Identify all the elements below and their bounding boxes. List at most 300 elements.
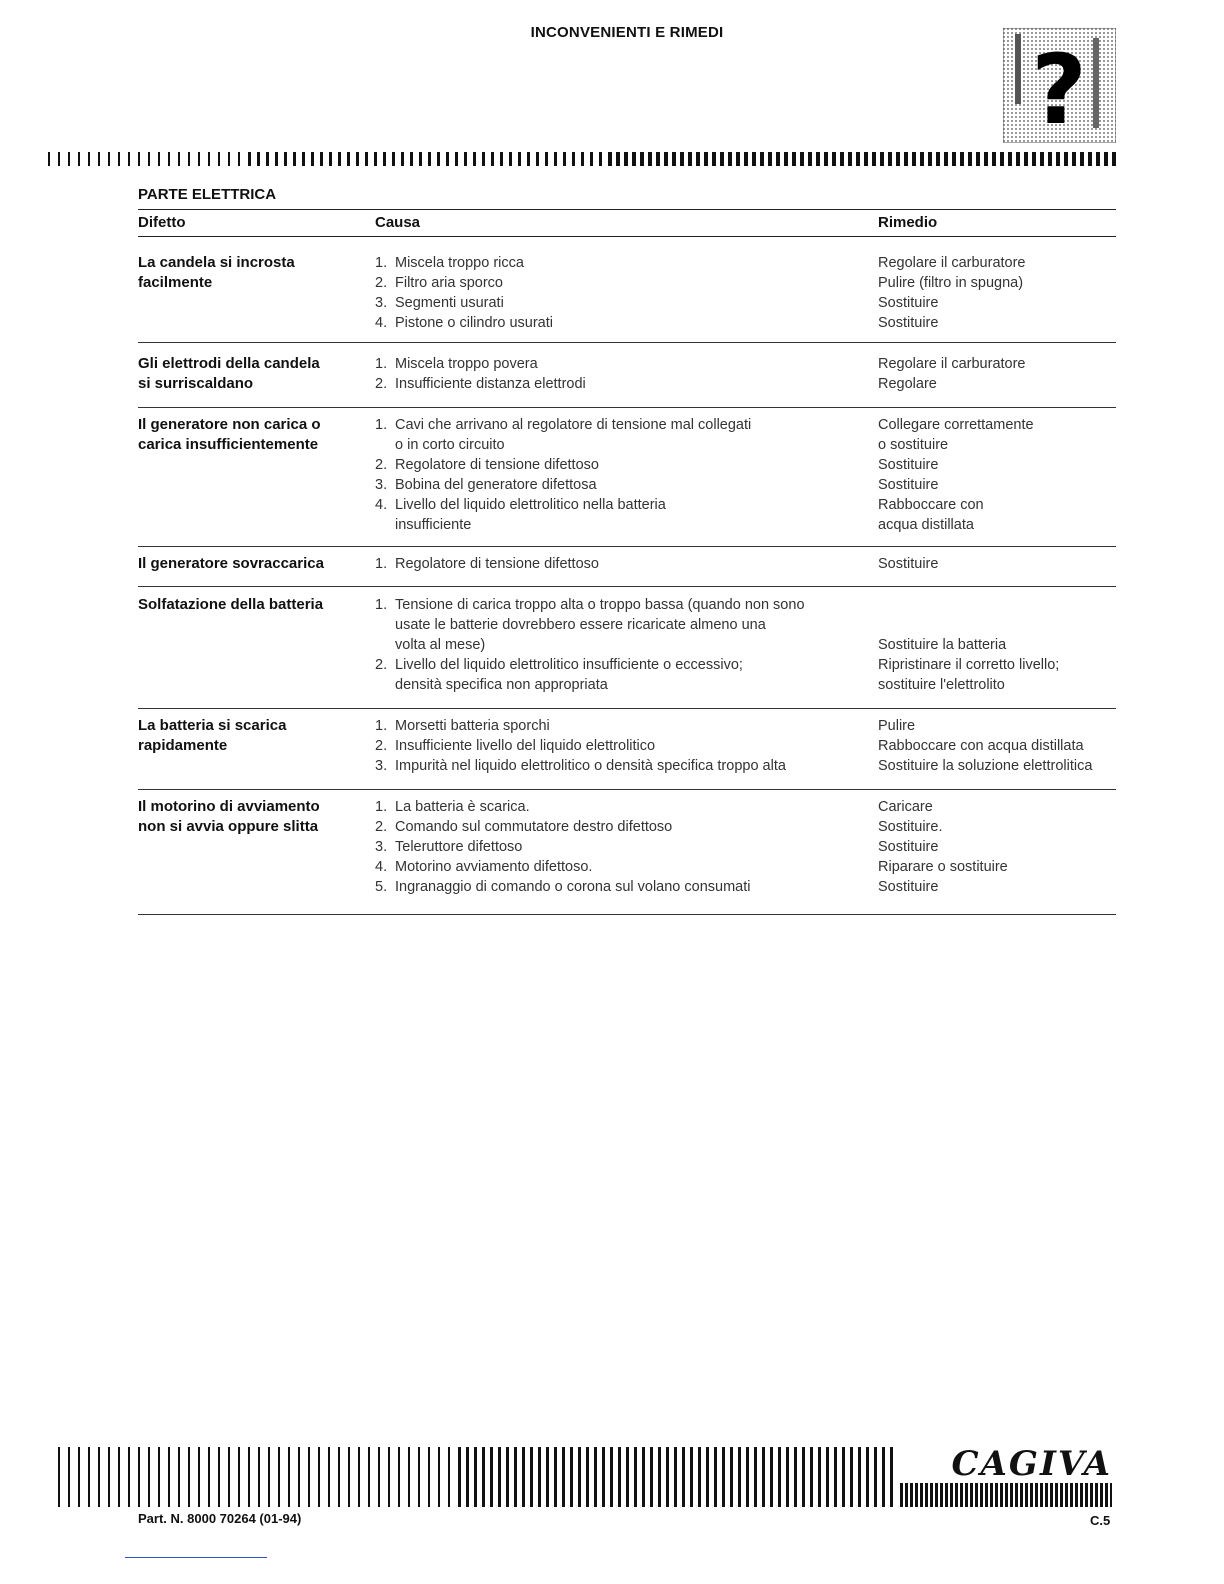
- difetto-cell: [138, 415, 358, 455]
- stripe-bar: [746, 1447, 749, 1507]
- row-divider: [138, 914, 1116, 915]
- rimedio-line: Sostituire la soluzione elettrolitica: [878, 758, 1093, 774]
- stripe-bar: [428, 152, 431, 166]
- rimedio-line: Regolare: [878, 376, 937, 392]
- stripe-bar: [1035, 1483, 1038, 1507]
- causa-item: [375, 475, 865, 495]
- stripe-bar: [1060, 1483, 1063, 1507]
- causa-text: Comando sul commutatore destro difettoso: [395, 819, 673, 835]
- causa-item: [375, 877, 865, 897]
- causa-number: 3.: [375, 295, 388, 311]
- causa-cell: [375, 716, 865, 776]
- stripe-bar: [736, 152, 740, 166]
- rimedio-line: Regolare il carburatore: [878, 255, 1026, 271]
- stripe-bar: [648, 152, 652, 166]
- stripe-bar: [563, 152, 566, 166]
- stripe-bar: [975, 1483, 978, 1507]
- causa-text: Livello del liquido elettrolitico insufficiente o eccessivo;: [395, 657, 743, 673]
- stripe-bar: [808, 152, 812, 166]
- stripe-bar: [356, 152, 359, 166]
- stripe-bar: [850, 1447, 853, 1507]
- stripe-bar: [985, 1483, 988, 1507]
- page-number: C.5: [1090, 1513, 1111, 1528]
- row-divider: [138, 342, 1116, 343]
- stripe-bar: [1100, 1483, 1103, 1507]
- stripe-bar: [1016, 152, 1020, 166]
- rimedio-line: Ripristinare il corretto livello;: [878, 657, 1060, 673]
- stripe-bar: [68, 152, 70, 166]
- stripe-bar: [1045, 1483, 1048, 1507]
- stripe-bar: [1040, 152, 1044, 166]
- rimedio-line: Sostituire: [878, 556, 939, 572]
- stripe-bar: [88, 152, 90, 166]
- stripe-bar: [1112, 152, 1116, 166]
- stripe-bar: [599, 152, 602, 166]
- stripe-bar: [437, 152, 440, 166]
- rimedio-cell: [878, 354, 1118, 394]
- stripe-bar: [268, 1447, 270, 1507]
- row-divider: [138, 546, 1116, 547]
- rimedio-line: Sostituire: [878, 839, 939, 855]
- stripe-bar: [348, 1447, 350, 1507]
- difetto-line: Il generatore non carica o: [138, 416, 321, 433]
- stripe-bar: [68, 1447, 70, 1507]
- stripe-bar: [1072, 152, 1076, 166]
- stripe-bar: [1070, 1483, 1073, 1507]
- rimedio-line: [878, 595, 1118, 615]
- stripe-bar: [554, 152, 557, 166]
- rimedio-line: Pulire (filtro in spugna): [878, 275, 1024, 291]
- stripe-bar: [1110, 1483, 1112, 1507]
- stripe-bar: [880, 152, 884, 166]
- stripe-bar: [768, 152, 772, 166]
- difetto-line: Il motorino di avviamento: [138, 798, 320, 815]
- stripe-bar: [706, 1447, 709, 1507]
- stripe-bar: [912, 152, 916, 166]
- causa-number: 1.: [375, 556, 388, 572]
- stripe-bar: [482, 152, 485, 166]
- stripe-bar: [800, 152, 804, 166]
- stripe-bar: [1095, 1483, 1098, 1507]
- stripe-bar: [834, 1447, 837, 1507]
- stripe-bar: [158, 152, 160, 166]
- causa-item: [375, 817, 865, 837]
- stripe-bar: [818, 1447, 821, 1507]
- stripe-bar: [968, 152, 972, 166]
- stripe-bar: [448, 1447, 450, 1507]
- stripe-bar: [408, 1447, 410, 1507]
- stripe-bar: [78, 152, 80, 166]
- stripe-bar: [536, 152, 539, 166]
- stripe-bar: [890, 1447, 893, 1507]
- stripe-bar: [298, 1447, 300, 1507]
- stripe-bar: [238, 152, 240, 166]
- column-header-difetto: Difetto: [138, 214, 186, 231]
- causa-text-continued: o in corto circuito: [395, 437, 505, 453]
- stripe-bar: [320, 152, 323, 166]
- stripe-bar: [48, 152, 50, 166]
- stripe-bar: [1075, 1483, 1078, 1507]
- stripe-bar: [650, 1447, 653, 1507]
- stripe-bar: [952, 152, 956, 166]
- causa-number: 1.: [375, 356, 388, 372]
- column-header-causa: Causa: [375, 214, 421, 231]
- stripe-bar: [138, 1447, 140, 1507]
- stripe-bar: [562, 1447, 565, 1507]
- stripe-bar: [672, 152, 676, 166]
- causa-number: 4.: [375, 497, 388, 513]
- rimedio-line: Sostituire la batteria: [878, 637, 1007, 653]
- stripe-bar: [784, 152, 788, 166]
- stripe-bar: [1080, 152, 1084, 166]
- stripe-bar: [1056, 152, 1060, 166]
- stripe-bar: [108, 152, 110, 166]
- stripe-bar: [698, 1447, 701, 1507]
- stripe-bar: [358, 1447, 360, 1507]
- causa-item: [375, 554, 865, 574]
- stripe-bar: [374, 152, 377, 166]
- causa-text-continued: volta al mese): [395, 637, 486, 653]
- stripe-bar: [872, 152, 876, 166]
- stripe-bar: [1096, 152, 1100, 166]
- rimedio-cell: [878, 716, 1118, 776]
- stripe-bar: [438, 1447, 440, 1507]
- stripe-bar: [1065, 1483, 1068, 1507]
- stripe-bar: [1030, 1483, 1033, 1507]
- stripe-bar: [410, 152, 413, 166]
- stripe-bar: [618, 1447, 621, 1507]
- stripe-bar: [158, 1447, 160, 1507]
- row-divider: [138, 586, 1116, 587]
- stripe-bar: [168, 152, 170, 166]
- stripe-bar: [594, 1447, 597, 1507]
- stripe-bar: [208, 152, 210, 166]
- causa-cell: [375, 797, 865, 897]
- stripe-bar: [728, 152, 732, 166]
- stripe-bar: [258, 1447, 260, 1507]
- stripe-bar: [882, 1447, 885, 1507]
- difetto-line: La candela si incrosta: [138, 254, 295, 271]
- stripe-bar: [418, 1447, 420, 1507]
- section-title: PARTE ELETTRICA: [138, 186, 277, 203]
- stripe-bar: [1088, 152, 1092, 166]
- stripe-bar: [1005, 1483, 1008, 1507]
- causa-text: Bobina del generatore difettosa: [395, 477, 597, 493]
- stripe-bar: [1064, 152, 1068, 166]
- stripe-bar: [466, 1447, 469, 1507]
- stripe-bar: [1024, 152, 1028, 166]
- stripe-bar: [696, 152, 700, 166]
- stripe-bar: [458, 1447, 461, 1507]
- stripe-bar: [148, 1447, 150, 1507]
- causa-text: Ingranaggio di comando o corona sul volano consumati: [395, 879, 751, 895]
- stripe-bar: [640, 152, 644, 166]
- stripe-bar: [338, 152, 341, 166]
- causa-number: 4.: [375, 859, 388, 875]
- rimedio-line: Sostituire: [878, 477, 939, 493]
- difetto-line: facilmente: [138, 274, 213, 291]
- stripe-bar: [581, 152, 584, 166]
- causa-text: Impurità nel liquido elettrolitico o densità specifica troppo alta: [395, 758, 786, 774]
- stripe-bar: [238, 1447, 240, 1507]
- difetto-cell: [138, 716, 358, 756]
- stripe-bar: [464, 152, 467, 166]
- stripe-bar: [950, 1483, 953, 1507]
- rimedio-line: Pulire: [878, 718, 916, 734]
- causa-text-continued: densità specifica non appropriata: [395, 677, 608, 693]
- stripe-bar: [928, 152, 932, 166]
- rimedio-line: sostituire l'elettrolito: [878, 677, 1005, 693]
- stripe-bar: [754, 1447, 757, 1507]
- causa-item: [375, 595, 865, 615]
- stripe-bar: [990, 1483, 993, 1507]
- stripe-bar: [840, 152, 844, 166]
- stripe-bar: [58, 1447, 60, 1507]
- stripe-bar: [108, 1447, 110, 1507]
- stripe-bar: [704, 152, 708, 166]
- stripe-bar: [602, 1447, 605, 1507]
- stripe-bar: [228, 1447, 230, 1507]
- rimedio-cell: [878, 554, 1118, 574]
- stripe-bar: [482, 1447, 485, 1507]
- stripe-bar: [826, 1447, 829, 1507]
- stripe-bar: [522, 1447, 525, 1507]
- stripe-bar: [570, 1447, 573, 1507]
- stripe-bar: [572, 152, 575, 166]
- stripe-bar: [208, 1447, 210, 1507]
- stripe-bar: [786, 1447, 789, 1507]
- stripe-bar: [944, 152, 948, 166]
- stripe-bar: [401, 152, 404, 166]
- difetto-line: non si avvia oppure slitta: [138, 818, 319, 835]
- stripe-bar: [514, 1447, 517, 1507]
- rimedio-cell: [878, 415, 1118, 535]
- rimedio-line: Sostituire.: [878, 819, 943, 835]
- causa-number: 2.: [375, 275, 388, 291]
- rimedio-line: Sostituire: [878, 457, 939, 473]
- causa-text: La batteria è scarica.: [395, 799, 530, 815]
- stripe-bar: [347, 152, 350, 166]
- stripe-bar: [624, 152, 628, 166]
- causa-text: Regolatore di tensione difettoso: [395, 556, 599, 572]
- causa-number: 1.: [375, 718, 388, 734]
- stripe-bar: [318, 1447, 320, 1507]
- stripe-bar: [365, 152, 368, 166]
- stripe-bar: [810, 1447, 813, 1507]
- question-mark-icon: [1003, 28, 1116, 143]
- stripe-bar: [1015, 1483, 1018, 1507]
- footer-rule: [125, 1557, 267, 1558]
- causa-item: [375, 415, 865, 435]
- causa-item: [375, 293, 865, 313]
- stripe-bar: [802, 1447, 805, 1507]
- stripe-bar: [976, 152, 980, 166]
- stripe-bar: [78, 1447, 80, 1507]
- causa-cell: [375, 554, 865, 574]
- stripe-bar: [500, 152, 503, 166]
- stripe-bar: [656, 152, 660, 166]
- stripe-bar: [896, 152, 900, 166]
- stripe-bar: [188, 152, 190, 166]
- stripe-bar: [776, 152, 780, 166]
- stripe-bar: [498, 1447, 501, 1507]
- rimedio-line: o sostituire: [878, 437, 949, 453]
- stripe-bar: [848, 152, 852, 166]
- stripe-bar: [712, 152, 716, 166]
- stripe-bar: [578, 1447, 581, 1507]
- stripe-bar: [329, 152, 332, 166]
- stripe-bar: [730, 1447, 733, 1507]
- causa-text-continued: usate le batterie dovrebbero essere ricaricate almeno una: [395, 617, 766, 633]
- svg-text:?: ?: [1031, 34, 1087, 143]
- top-barcode-stripe: [48, 152, 1118, 166]
- stripe-bar: [388, 1447, 390, 1507]
- stripe-bar: [936, 152, 940, 166]
- causa-item: [375, 495, 865, 515]
- stripe-bar: [58, 152, 60, 166]
- stripe-bar: [586, 1447, 589, 1507]
- stripe-bar: [248, 152, 251, 166]
- difetto-cell: [138, 354, 358, 394]
- causa-item: [375, 655, 865, 675]
- header-divider: [138, 236, 1116, 237]
- stripe-bar: [275, 152, 278, 166]
- stripe-bar: [955, 1483, 958, 1507]
- causa-text: Motorino avviamento difettoso.: [395, 859, 593, 875]
- causa-number: 2.: [375, 819, 388, 835]
- causa-text-continued: insufficiente: [395, 517, 472, 533]
- rimedio-line: acqua distillata: [878, 517, 974, 533]
- brand-logo: CAGIVA: [951, 1444, 1112, 1484]
- stripe-bar: [1010, 1483, 1013, 1507]
- causa-number: 1.: [375, 799, 388, 815]
- rimedio-cell: [878, 797, 1118, 897]
- stripe-bar: [338, 1447, 340, 1507]
- stripe-bar: [930, 1483, 933, 1507]
- causa-text: Miscela troppo ricca: [395, 255, 524, 271]
- stripe-bar: [910, 1483, 913, 1507]
- causa-cell: [375, 415, 865, 535]
- causa-item: [375, 857, 865, 877]
- stripe-bar: [398, 1447, 400, 1507]
- stripe-bar: [473, 152, 476, 166]
- stripe-bar: [864, 152, 868, 166]
- stripe-bar: [257, 152, 260, 166]
- causa-item: [375, 797, 865, 817]
- stripe-bar: [888, 152, 892, 166]
- causa-text: Miscela troppo povera: [395, 356, 538, 372]
- stripe-bar: [378, 1447, 380, 1507]
- rimedio-line: Rabboccare con acqua distillata: [878, 738, 1084, 754]
- causa-number: 2.: [375, 738, 388, 754]
- stripe-bar: [904, 152, 908, 166]
- stripe-bar: [284, 152, 287, 166]
- causa-item: [375, 313, 865, 333]
- row-divider: [138, 789, 1116, 790]
- causa-item: [375, 455, 865, 475]
- stripe-bar: [984, 152, 988, 166]
- stripe-bar: [915, 1483, 918, 1507]
- stripe-bar: [680, 152, 684, 166]
- difetto-line: si surriscaldano: [138, 375, 254, 392]
- stripe-bar: [688, 152, 692, 166]
- causa-number: 3.: [375, 839, 388, 855]
- difetto-line: La batteria si scarica: [138, 717, 287, 734]
- stripe-bar: [554, 1447, 557, 1507]
- stripe-bar: [128, 152, 130, 166]
- stripe-bar: [590, 152, 593, 166]
- stripe-bar: [530, 1447, 533, 1507]
- causa-number: 2.: [375, 376, 388, 392]
- stripe-bar: [632, 152, 636, 166]
- stripe-bar: [794, 1447, 797, 1507]
- row-divider: [138, 708, 1116, 709]
- rimedio-line: Sostituire: [878, 879, 939, 895]
- stripe-bar: [1008, 152, 1012, 166]
- stripe-bar: [148, 152, 150, 166]
- stripe-bar: [178, 1447, 180, 1507]
- causa-number: 2.: [375, 657, 388, 673]
- stripe-bar: [900, 1483, 903, 1507]
- section-divider: [138, 209, 1116, 210]
- causa-text: Cavi che arrivano al regolatore di tensione mal collegati: [395, 417, 752, 433]
- stripe-bar: [925, 1483, 928, 1507]
- stripe-bar: [538, 1447, 541, 1507]
- stripe-bar: [608, 152, 612, 166]
- causa-number: 1.: [375, 597, 388, 613]
- stripe-bar: [474, 1447, 477, 1507]
- stripe-bar: [965, 1483, 968, 1507]
- stripe-bar: [218, 1447, 220, 1507]
- stripe-bar: [311, 152, 314, 166]
- stripe-bar: [858, 1447, 861, 1507]
- difetto-line: carica insufficientemente: [138, 436, 319, 453]
- stripe-bar: [760, 152, 764, 166]
- stripe-bar: [816, 152, 820, 166]
- stripe-bar: [610, 1447, 613, 1507]
- rimedio-line: [878, 615, 1118, 635]
- stripe-bar: [527, 152, 530, 166]
- difetto-cell: [138, 595, 358, 615]
- causa-text: Teleruttore difettoso: [395, 839, 523, 855]
- stripe-bar: [960, 1483, 963, 1507]
- stripe-bar: [446, 152, 449, 166]
- difetto-line: rapidamente: [138, 737, 228, 754]
- stripe-bar: [1090, 1483, 1093, 1507]
- causa-item: [375, 253, 865, 273]
- causa-item: [375, 837, 865, 857]
- stripe-bar: [248, 1447, 250, 1507]
- stripe-bar: [198, 152, 200, 166]
- stripe-bar: [128, 1447, 130, 1507]
- stripe-bar: [824, 152, 828, 166]
- rimedio-line: Regolare il carburatore: [878, 356, 1026, 372]
- stripe-bar: [832, 152, 836, 166]
- stripe-bar: [266, 152, 269, 166]
- stripe-bar: [118, 1447, 120, 1507]
- causa-number: 2.: [375, 457, 388, 473]
- stripe-bar: [920, 152, 924, 166]
- rimedio-line: Caricare: [878, 799, 933, 815]
- stripe-bar: [506, 1447, 509, 1507]
- stripe-bar: [1020, 1483, 1023, 1507]
- stripe-bar: [778, 1447, 781, 1507]
- rimedio-line: Riparare o sostituire: [878, 859, 1008, 875]
- column-header-rimedio: Rimedio: [878, 214, 938, 231]
- stripe-bar: [218, 152, 220, 166]
- rimedio-line: Rabboccare con: [878, 497, 984, 513]
- stripe-bar: [960, 152, 964, 166]
